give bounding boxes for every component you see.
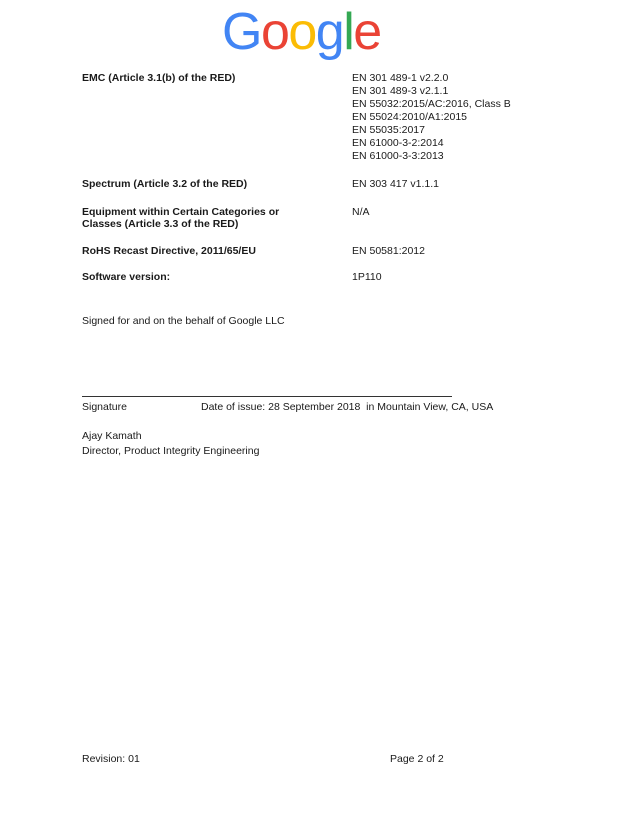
row-label: Spectrum (Article 3.2 of the RED) [82,178,248,190]
row-label: Equipment within Certain Categories or Classes (Article 3.3 of the RED) [82,206,280,230]
date-of-issue: Date of issue: 28 September 2018 in Mountain View, CA, USA [201,401,494,413]
page-number: Page 2 of 2 [390,753,444,765]
revision-label: Revision: 01 [82,753,140,765]
standard-value: EN 61000-3-2:2014 [352,137,444,149]
logo-letter-o1: o [260,3,289,61]
signer-name: Ajay Kamath [82,430,142,442]
standard-value: EN 301 489-3 v2.1.1 [352,85,449,97]
google-logo [222,3,381,61]
row-label: RoHS Recast Directive, 2011/65/EU [82,245,256,257]
row-values [352,72,572,163]
signature-line [82,396,452,397]
standard-value: EN 303 417 v1.1.1 [352,178,439,190]
standard-value: EN 55035:2017 [352,124,425,136]
standard-value: EN 61000-3-3:2013 [352,150,444,162]
standard-value: EN 301 489-1 v2.2.0 [352,72,449,84]
standard-value: N/A [352,206,370,218]
standard-value: EN 55032:2015/AC:2016, Class B [352,98,511,110]
signature-label: Signature [82,401,127,413]
logo-letter-o2: o [288,3,316,61]
logo-letter-l: l [343,3,354,61]
logo-letter-g: G [222,3,261,61]
signer-title: Director, Product Integrity Engineering [82,445,260,457]
signed-for-text: Signed for and on the behalf of Google LLC [82,315,285,327]
row-label: Software version: [82,271,171,283]
standard-value: EN 55024:2010/A1:2015 [352,111,468,123]
logo-letter-g2: g [315,3,344,61]
standard-value: EN 50581:2012 [352,245,425,257]
standard-value: 1P110 [352,271,382,283]
row-label: EMC (Article 3.1(b) of the RED) [82,72,236,84]
logo-letter-e: e [353,3,381,61]
